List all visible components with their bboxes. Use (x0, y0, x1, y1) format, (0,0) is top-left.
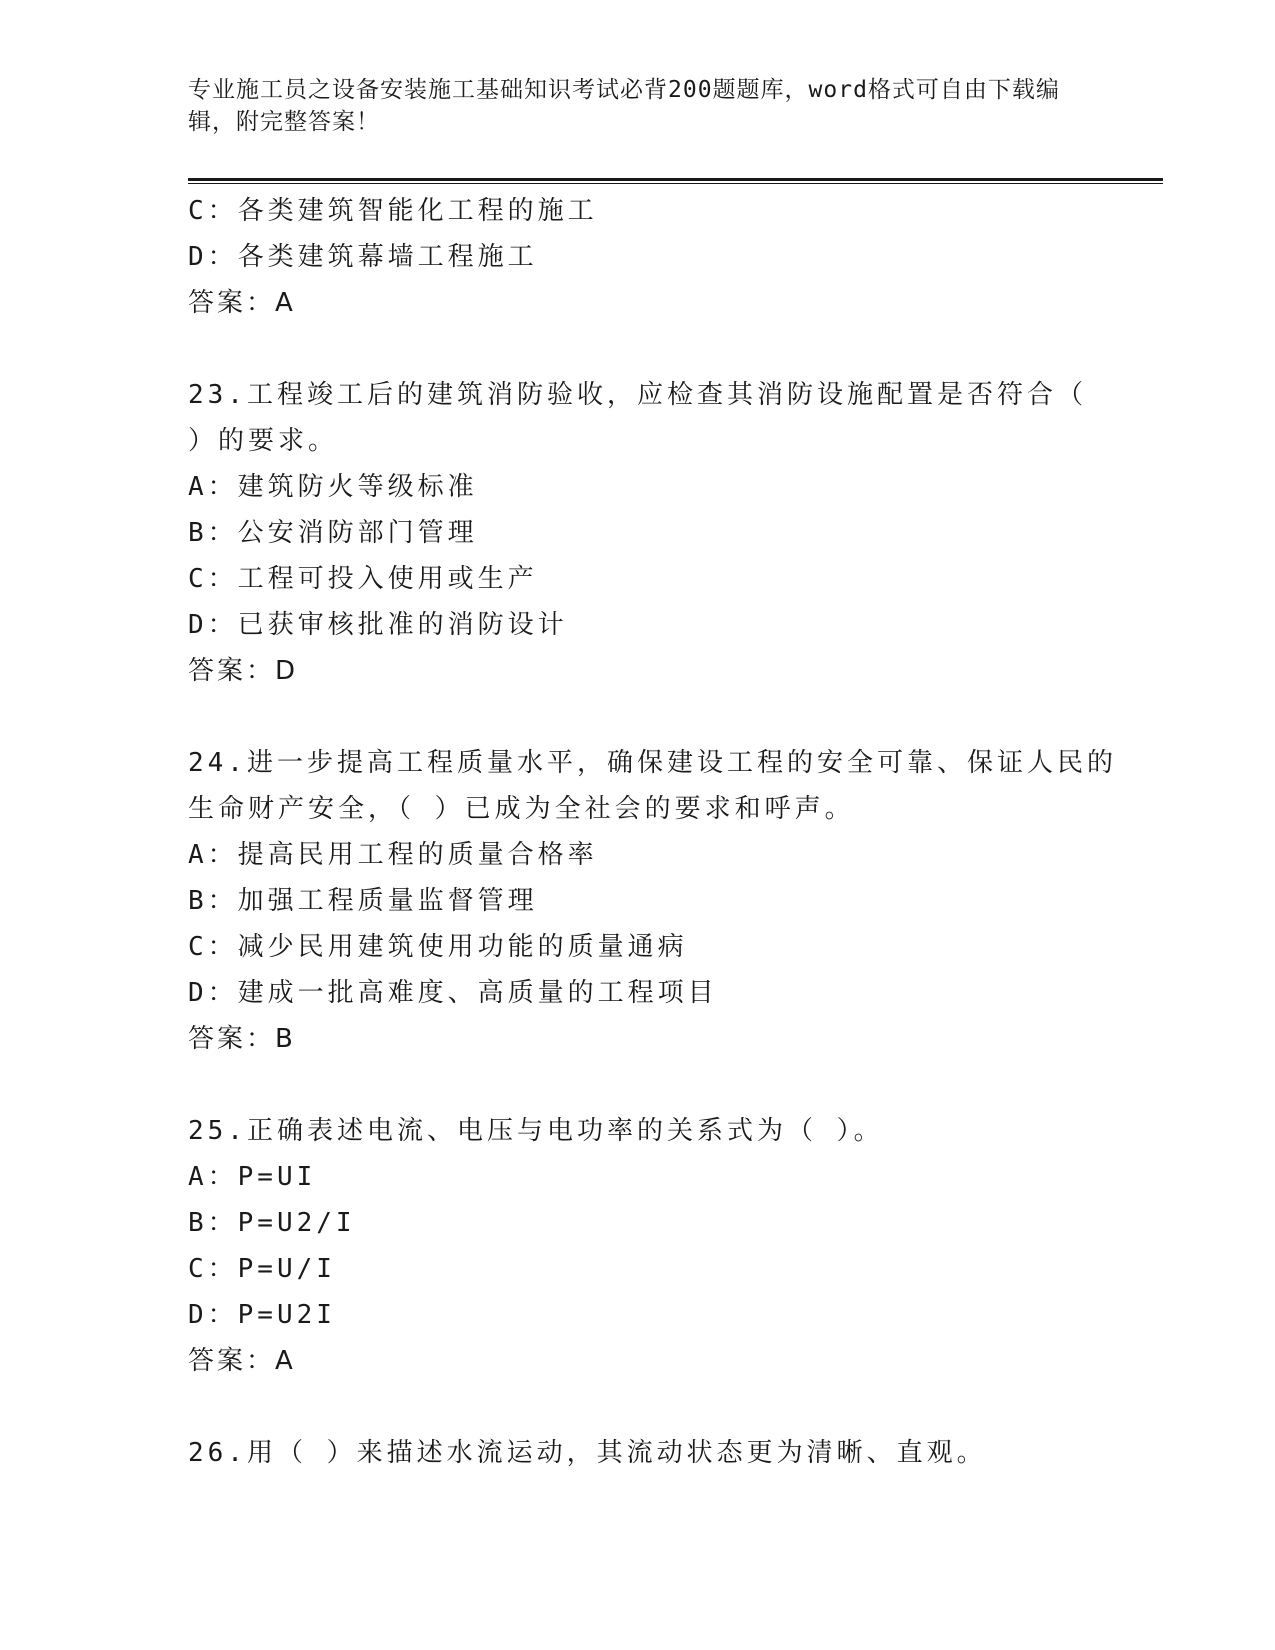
question-23 (188, 372, 1088, 694)
previous-question-tail (188, 188, 1088, 326)
option-d: D：各类建筑幕墙工程施工 (188, 242, 538, 272)
question-26 (188, 1430, 1088, 1476)
option-b: B：加强工程质量监督管理 (188, 886, 538, 916)
option-c: C：各类建筑智能化工程的施工 (188, 196, 598, 226)
question-25 (188, 1108, 1088, 1384)
document-header (188, 74, 1088, 138)
question-stem: 23.工程竣工后的建筑消防验收，应检查其消防设施配置是否符合（ (188, 380, 1087, 410)
header-divider-thick (188, 178, 1163, 181)
option-c: C：工程可投入使用或生产 (188, 564, 538, 594)
answer-line: 答案：B (188, 1024, 296, 1054)
question-stem: 26.用（ ）来描述水流运动，其流动状态更为清晰、直观。 (188, 1438, 987, 1468)
answer-line: 答案：A (188, 1346, 296, 1376)
answer-line: 答案：A (188, 288, 296, 318)
document-title: 专业施工员之设备安装施工基础知识考试必背200题题库，word格式可自由下载编辑，附完整答案！ (188, 77, 1060, 135)
question-stem: 25.正确表述电流、电压与电功率的关系式为（ ）。 (188, 1116, 884, 1146)
option-b: B：公安消防部门管理 (188, 518, 478, 548)
option-a: A：提高民用工程的质量合格率 (188, 840, 598, 870)
answer-line: 答案：D (188, 656, 299, 686)
question-stem-continued: 生命财产安全，（ ）已成为全社会的要求和呼声。 (188, 794, 855, 824)
question-24 (188, 740, 1117, 1062)
document-body (188, 188, 1117, 1476)
option-c: C：P=U/I (188, 1254, 336, 1284)
option-d: D：建成一批高难度、高质量的工程项目 (188, 978, 718, 1008)
header-divider-thin (188, 183, 1163, 184)
option-b: B：P=U2/I (188, 1208, 356, 1238)
option-a: A：P=UI (188, 1162, 317, 1192)
option-d: D：P=U2I (188, 1300, 336, 1330)
option-c: C：减少民用建筑使用功能的质量通病 (188, 932, 688, 962)
option-d: D：已获审核批准的消防设计 (188, 610, 568, 640)
question-stem: 24.进一步提高工程质量水平，确保建设工程的安全可靠、保证人民的 (188, 748, 1117, 778)
option-a: A：建筑防火等级标准 (188, 472, 478, 502)
question-stem-continued: ）的要求。 (188, 426, 339, 456)
